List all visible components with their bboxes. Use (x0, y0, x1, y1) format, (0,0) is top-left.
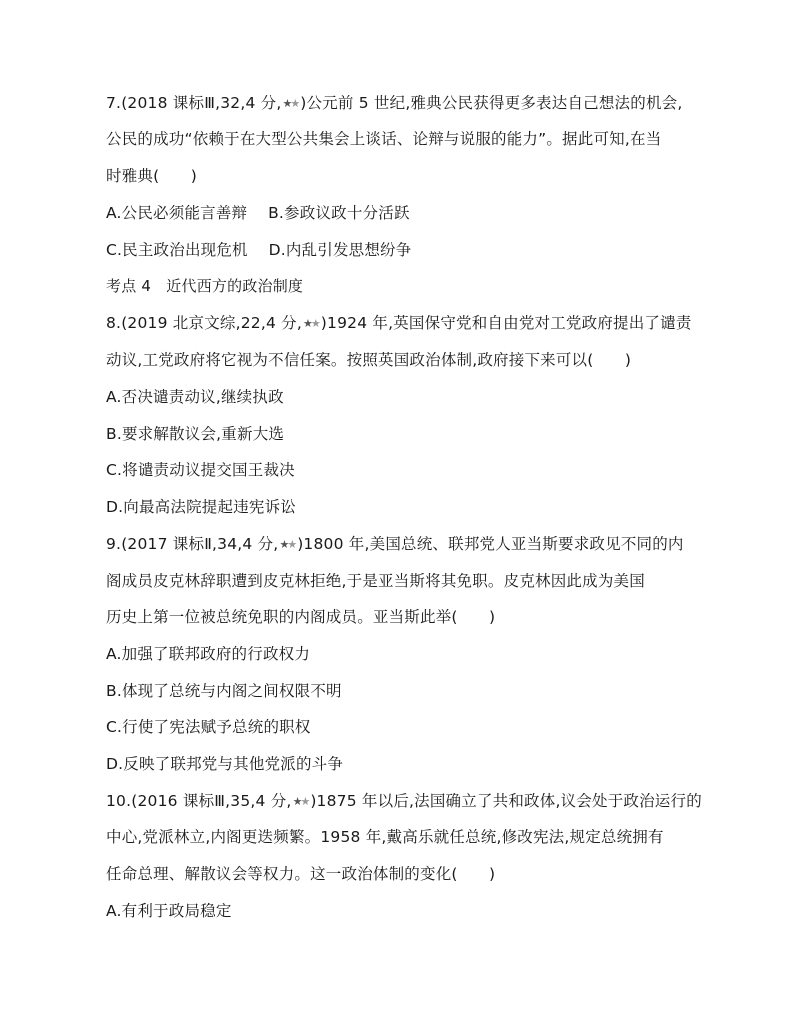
star-rating-icon: ★ (303, 317, 311, 330)
q7-line-2: 公民的成功“依赖于在大型公共集会上谈话、论辩与说服的能力”。据此可知,在当 (106, 130, 662, 148)
q8-line-2: 动议,工党政府将它视为不信任案。按照英国政治体制,政府接下来可以( ) (106, 351, 632, 369)
q8-option-b: B.要求解散议会,重新大选 (106, 425, 285, 443)
q8-option-a: A.否决谴责动议,继续执政 (106, 388, 284, 406)
q10-option-a: A.有利于政局稳定 (106, 902, 232, 920)
q9-option-d: D.反映了联邦党与其他党派的斗争 (106, 755, 344, 773)
q9-option-b: B.体现了总统与内阁之间权限不明 (106, 682, 342, 700)
q10-line-3: 任命总理、解散议会等权力。这一政治体制的变化( ) (106, 865, 496, 883)
q7-line-1 (106, 93, 682, 114)
q10-source: 10.(2016 课标Ⅲ,35,4 分, (106, 792, 292, 810)
star-rating-icon: ★ (310, 317, 319, 330)
q9-option-c: C.行使了宪法赋予总统的职权 (106, 718, 311, 736)
star-rating-icon: ★ (282, 97, 291, 110)
q9-line-2: 阁成员皮克林辞职遭到皮克林拒绝,于是亚当斯将其免职。皮克林因此成为美国 (106, 572, 645, 590)
q10-line-1 (106, 791, 702, 812)
q8-line-1 (106, 313, 692, 334)
q7-options-cd: C.民主政治出现危机 D.内乱引发思想纷争 (106, 241, 412, 259)
q7-stem-start: )公元前 5 世纪,雅典公民获得更多表达自己想法的机会, (300, 94, 683, 112)
q8-stem-start: )1924 年,英国保守党和自由党对工党政府提出了谴责 (320, 314, 692, 332)
star-rating-icon: ★ (300, 795, 309, 808)
q9-stem-start: )1800 年,美国总统、联邦党人亚当斯要求政见不同的内 (297, 535, 684, 553)
section-heading: 考点 4 近代西方的政治制度 (106, 277, 304, 295)
q10-stem-start: )1875 年以后,法国确立了共和政体,议会处于政治运行的 (310, 792, 702, 810)
q8-option-c: C.将谴责动议提交国王裁决 (106, 461, 295, 479)
q9-line-1 (106, 534, 684, 555)
star-rating-icon: ★ (287, 538, 296, 551)
q10-line-2: 中心,党派林立,内阁更迭频繁。1958 年,戴高乐就任总统,修改宪法,规定总统拥有 (106, 828, 664, 846)
q9-line-3: 历史上第一位被总统免职的内阁成员。亚当斯此举( ) (106, 608, 496, 626)
star-rating-icon: ★ (279, 538, 288, 551)
q8-option-d: D.向最高法院提起违宪诉讼 (106, 498, 296, 516)
star-rating-icon: ★ (292, 795, 301, 808)
q7-options-ab: A.公民必须能言善辩 B.参政议政十分活跃 (106, 204, 410, 222)
q9-source: 9.(2017 课标Ⅱ,34,4 分, (106, 535, 279, 553)
star-rating-icon: ★ (290, 97, 299, 110)
q7-line-3: 时雅典( ) (106, 167, 197, 185)
q8-source: 8.(2019 北京文综,22,4 分, (106, 314, 303, 332)
q9-option-a: A.加强了联邦政府的行政权力 (106, 645, 311, 663)
q7-source: 7.(2018 课标Ⅲ,32,4 分, (106, 94, 282, 112)
